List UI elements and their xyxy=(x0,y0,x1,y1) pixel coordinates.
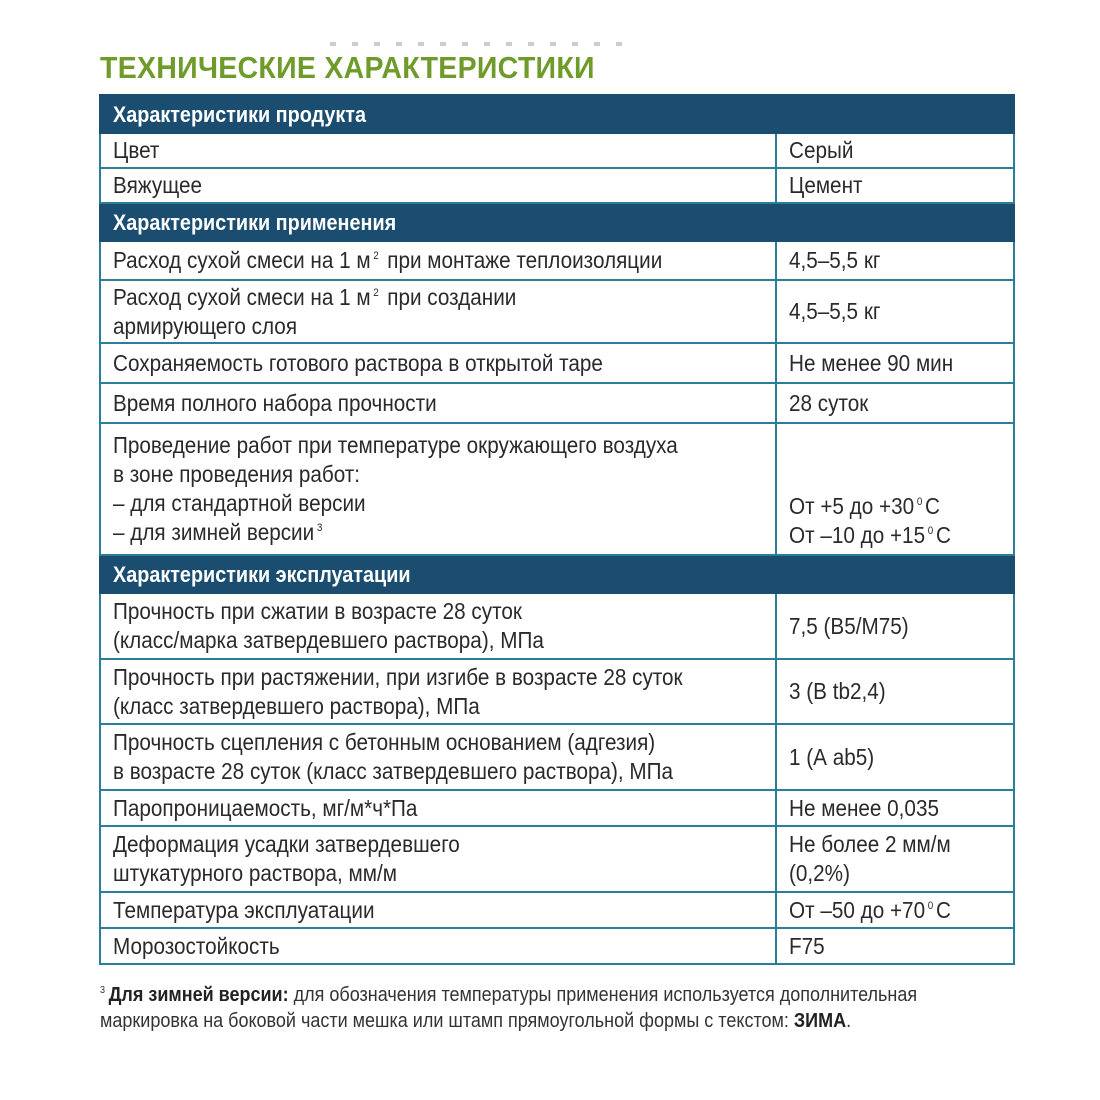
table-row-operating-temperature xyxy=(100,892,1014,928)
page-title: ТЕХНИЧЕСКИЕ ХАРАКТЕРИСТИКИ xyxy=(100,50,595,85)
row-label: Прочность при сжатии в возрасте 28 суток (класс/марка затвердевшего раствора), МПа xyxy=(100,593,776,659)
row-value: Не более 2 мм/м (0,2%) xyxy=(776,826,1014,892)
row-label: Сохраняемость готового раствора в открытой таре xyxy=(100,343,776,383)
row-value: От +5 до +30 $^0$ С От –10 до +15 $^0$ С xyxy=(776,423,1014,555)
footnote-text: для обозначения температуры применения используется дополнительная xyxy=(288,984,918,1006)
row-label: Время полного набора прочности xyxy=(100,383,776,423)
section-header-product xyxy=(100,95,1014,133)
footnote-text: маркировка на боковой части мешка или штамп прямоугольной формы с текстом: xyxy=(100,1010,794,1032)
table-row-consumption-reinforcing xyxy=(100,280,1014,343)
row-value: Не менее 0,035 xyxy=(776,790,1014,826)
table-row-vapor-permeability xyxy=(100,790,1014,826)
top-cropped-text-remnant xyxy=(330,42,630,46)
row-label: Проведение работ при температуре окружающего воздуха в зоне проведения работ: – для стандартной версии – для зимней версии $^3$ xyxy=(100,423,776,555)
section-title: Характеристики продукта xyxy=(100,95,1014,133)
table-row-color xyxy=(100,133,1014,168)
row-label: Паропроницаемость, мг/м*ч*Па xyxy=(100,790,776,826)
row-value: 4,5–5,5 кг xyxy=(776,241,1014,280)
row-label: Расход сухой смеси на 1 м $^2$ при создании армирующего слоя xyxy=(100,280,776,343)
table-row-adhesion xyxy=(100,724,1014,790)
table-row-shrinkage xyxy=(100,826,1014,892)
row-label: Деформация усадки затвердевшего штукатурного раствора, мм/м xyxy=(100,826,776,892)
footnote: $^3$ Для зимней версии: для обозначения температуры применения используется дополнительная маркировка на боковой части мешка или штамп прямоугольной формы с текстом: ЗИМА. xyxy=(100,984,918,1032)
table-row-pot-life xyxy=(100,343,1014,383)
table-row-compressive-strength xyxy=(100,593,1014,659)
table-row-curing-time xyxy=(100,383,1014,423)
row-value: F75 xyxy=(776,928,1014,964)
row-value: Не менее 90 мин xyxy=(776,343,1014,383)
row-value: От –50 до +70 $^0$ С xyxy=(776,892,1014,928)
table-row-frost-resistance xyxy=(100,928,1014,964)
section-title: Характеристики применения xyxy=(100,203,1014,241)
footnote-bold-end: ЗИМА xyxy=(793,1010,847,1032)
row-label: Температура эксплуатации xyxy=(100,892,776,928)
row-value: 4,5–5,5 кг xyxy=(776,280,1014,343)
row-label: Цвет xyxy=(100,133,776,168)
section-header-application xyxy=(100,203,1014,241)
row-value: 3 (В tb2,4) xyxy=(776,659,1014,724)
specs-table xyxy=(99,94,1015,965)
row-value: 28 суток xyxy=(776,383,1014,423)
row-label: Вяжущее xyxy=(100,168,776,203)
row-value: 7,5 (В5/М75) xyxy=(776,593,1014,659)
section-header-operation xyxy=(100,555,1014,593)
footnote-mark: 3 xyxy=(100,985,106,997)
row-label: Расход сухой смеси на 1 м $^2$ при монтаже теплоизоляции xyxy=(100,241,776,280)
row-label: Прочность сцепления с бетонным основанием (адгезия) в возрасте 28 суток (класс затвердевшего раствора), МПа xyxy=(100,724,776,790)
row-value: Серый xyxy=(776,133,1014,168)
section-title: Характеристики эксплуатации xyxy=(100,555,1014,593)
table-row-flexural-strength xyxy=(100,659,1014,724)
table-row-work-temperature xyxy=(100,423,1014,555)
table-row-consumption-insulation xyxy=(100,241,1014,280)
footnote-bold-lead: Для зимней версии: xyxy=(108,984,289,1006)
row-label: Морозостойкость xyxy=(100,928,776,964)
row-label: Прочность при растяжении, при изгибе в возрасте 28 суток (класс затвердевшего раствора), МПа xyxy=(100,659,776,724)
table-row-binder xyxy=(100,168,1014,203)
row-value: 1 (А ab5) xyxy=(776,724,1014,790)
row-value: Цемент xyxy=(776,168,1014,203)
